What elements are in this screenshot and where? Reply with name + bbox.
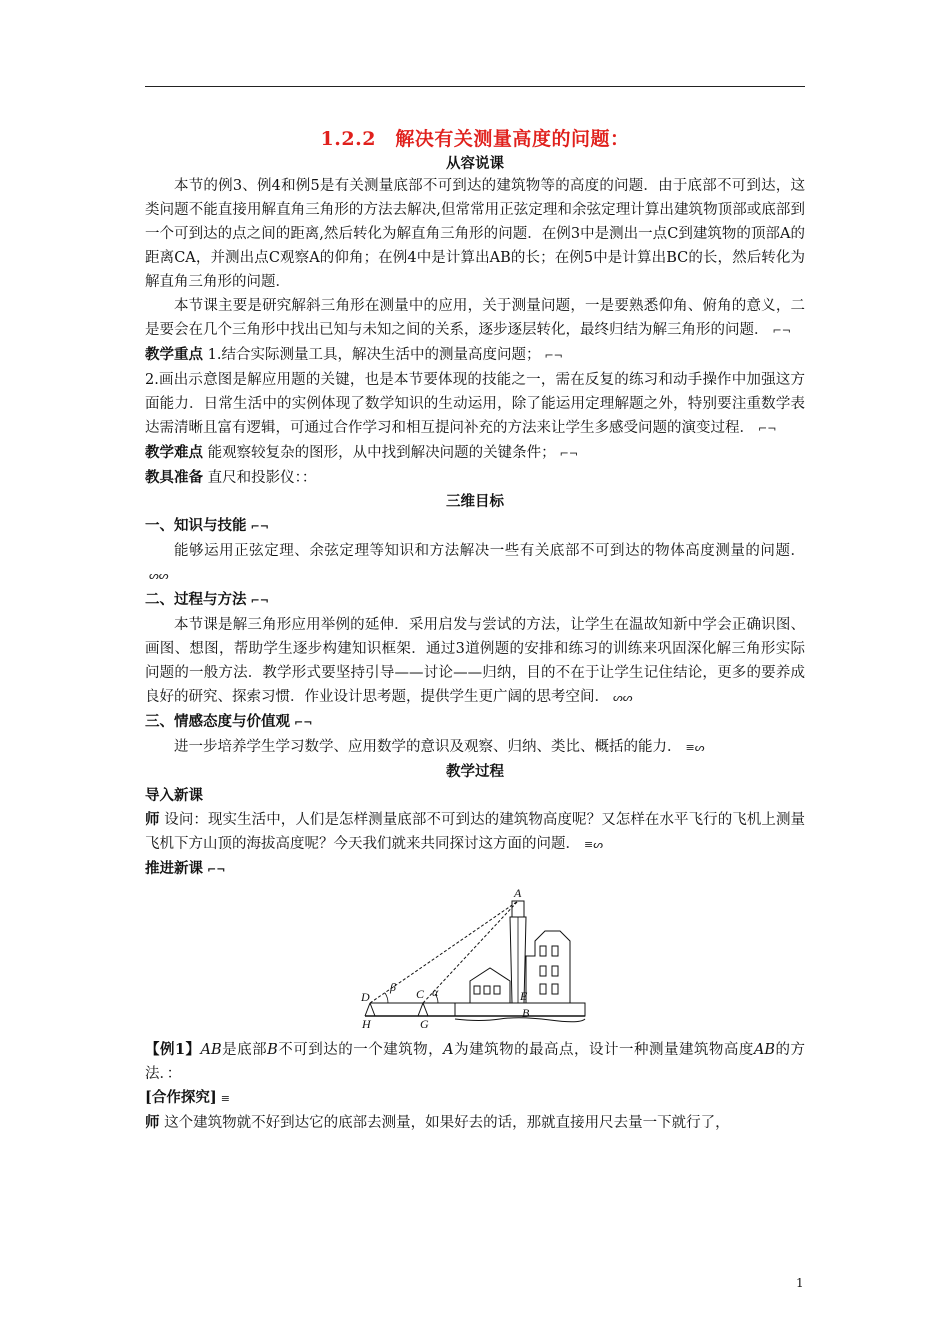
key-points-label: 教学重点 [145, 346, 203, 363]
explore-text: 师 这个建筑物就不好到达它的底部去测量，如果好去的话，那就直接用尺去量一下就行了， [145, 1114, 730, 1131]
key-points: 教学重点 1.结合实际测量工具，解决生活中的测量高度问题； ⌐¬ [145, 346, 563, 363]
decorative-mark-icon: ᔕᔕ [613, 691, 633, 704]
label-beta: β [390, 980, 396, 994]
goal-text-1: 能够运用正弦定理、余弦定理等知识和方法解决一些有关底部不可到达的物体高度测量的问题．ᔕᔕ [149, 543, 805, 582]
teacher-question: 师 设问：现实生活中，人们是怎样测量底部不可到达的建筑物高度呢？又怎样在水平飞行的飞机上测量飞机下方山顶的海拔高度呢？今天我们就来共同探讨这方面的问题． ≡ᔕ [145, 811, 806, 852]
section-subtitle: 从容说课 [446, 155, 504, 172]
window [540, 984, 546, 994]
difficulty: 教学难点 能观察较复杂的图形，从中找到解决问题的关键条件； ⌐¬ [145, 444, 579, 461]
tools: 教具准备 直尺和投影仪：： [145, 469, 317, 486]
window [494, 986, 500, 994]
label-alpha: α [432, 985, 439, 999]
key-points-item-2: 2.画出示意图是解应用题的关键，也是本节要体现的技能之一，需在反复的练习和动手操作中加强这方面能力．日常生活中的实例体现了数学知识的生动运用，除了能运用定理解题之外，特别要注重数学表达需清晰且富有逻辑，可通过合作学习和相互提问补充的方法来让学生多感受问题的演变过程． ⌐¬ [145, 372, 805, 436]
return-mark-icon: ⌐¬ [544, 349, 563, 362]
return-mark-icon: ⌐¬ [772, 324, 791, 337]
difficulty-label: 教学难点 [145, 444, 203, 461]
platform [455, 1003, 585, 1016]
building-right [526, 931, 570, 1003]
return-mark-icon: ⌐¬ [294, 716, 313, 729]
page-number: 1 [796, 1276, 804, 1290]
return-mark-icon: ⌐¬ [250, 594, 269, 607]
tower-top [512, 901, 524, 917]
label-G: G [420, 1017, 429, 1031]
header-rule [145, 86, 805, 87]
advance-lesson-label: 推进新课 ⌐¬ [145, 860, 226, 877]
building-height-figure [145, 886, 805, 1036]
goal-text-2: 本节课是解三角形应用举例的延伸．采用启发与尝试的方法，让学生在温故知新中学会正确识图、画图、想图，帮助学生逐步构建知识框架．通过3道例题的安排和练习的训练来巩固深化解三角形实际问题的一般方法．教学形式要坚持引导——讨论——归纳，目的不在于让学生记住结论，更多的要养成良好的研究、探索习惯．作业设计思考题，提供学生更广阔的思考空间． ᔕᔕ [145, 617, 805, 705]
label-H: H [362, 1017, 371, 1031]
label-C: C [416, 987, 425, 1001]
return-mark-icon: ⌐¬ [758, 422, 777, 435]
intro-paragraph-1: 本节的例3、例4和例5是有关测量底部不可到达的建筑物等的高度的问题．由于底部不可到达，这类问题不能直接用解直角三角形的方法去解决,但常常用正弦定理和余弦定理计算出建筑物顶部或底部到一个可到达的点之间的距离,然后转化为解直角三角形的问题．在例3中是测出一点C到建筑物的顶部A的距离CA，并测出点C观察A的仰角；在例4中是计算出AB的长；在例5中是计算出BC的长，然后转化为解直角三角形的问题． [145, 178, 805, 290]
window [552, 946, 558, 956]
page-title: 1.2.2 解决有关测量高度的问题： [320, 128, 630, 150]
label-A: A [514, 886, 522, 900]
explore-heading: [合作探究] ≡ [145, 1089, 230, 1106]
angle-beta-arc [385, 993, 388, 1003]
return-mark-icon: ⌐¬ [250, 520, 269, 533]
decorative-mark-icon: ᔕᔕ [149, 569, 169, 582]
decorative-mark-icon: ≡ᔕ [685, 741, 705, 754]
intro-paragraph-2: 本节课主要是研究解斜三角形在测量中的应用，关于测量问题，一是要熟悉仰角、俯角的意义，二是要会在几个三角形中找出已知与未知之间的关系，逐步逐层转化，最终归结为解三角形的问题． ⌐¬ [145, 298, 805, 338]
tripod-C [418, 1003, 428, 1016]
window [552, 984, 558, 994]
decorative-mark-icon: ≡ [220, 1092, 230, 1105]
label-B: B [522, 1006, 530, 1020]
goal-heading-1: 一、知识与技能 ⌐¬ [145, 517, 269, 534]
ground-texture [455, 1018, 585, 1022]
process-heading: 教学过程 [446, 763, 504, 780]
window [552, 966, 558, 976]
decorative-mark-icon: ≡ᔕ [584, 838, 604, 851]
goal-heading-3: 三、情感态度与价值观 ⌐¬ [145, 713, 313, 730]
window [484, 986, 490, 994]
goal-text-3: 进一步培养学生学习数学、应用数学的意识及观察、归纳、类比、概括的能力． ≡ᔕ [174, 739, 705, 755]
window [474, 986, 480, 994]
return-mark-icon: ⌐¬ [559, 447, 579, 460]
window [540, 966, 546, 976]
example-1: 【例1】AB是底部B不可到达的一个建筑物，A为建筑物的最高点，设计一种测量建筑物高度AB的方法．： [145, 1041, 806, 1082]
label-E: E [520, 989, 528, 1003]
intro-lesson-label: 导入新课 [145, 787, 203, 804]
tripod-D [365, 1003, 375, 1016]
goals-heading: 三维目标 [446, 493, 504, 510]
tools-label: 教具准备 [145, 469, 203, 486]
goal-heading-2: 二、过程与方法 ⌐¬ [145, 591, 269, 608]
label-D: D [361, 990, 370, 1004]
return-mark-icon: ⌐¬ [207, 863, 226, 876]
figure-svg [360, 886, 590, 1034]
window [540, 946, 546, 956]
document-body [145, 126, 805, 1135]
